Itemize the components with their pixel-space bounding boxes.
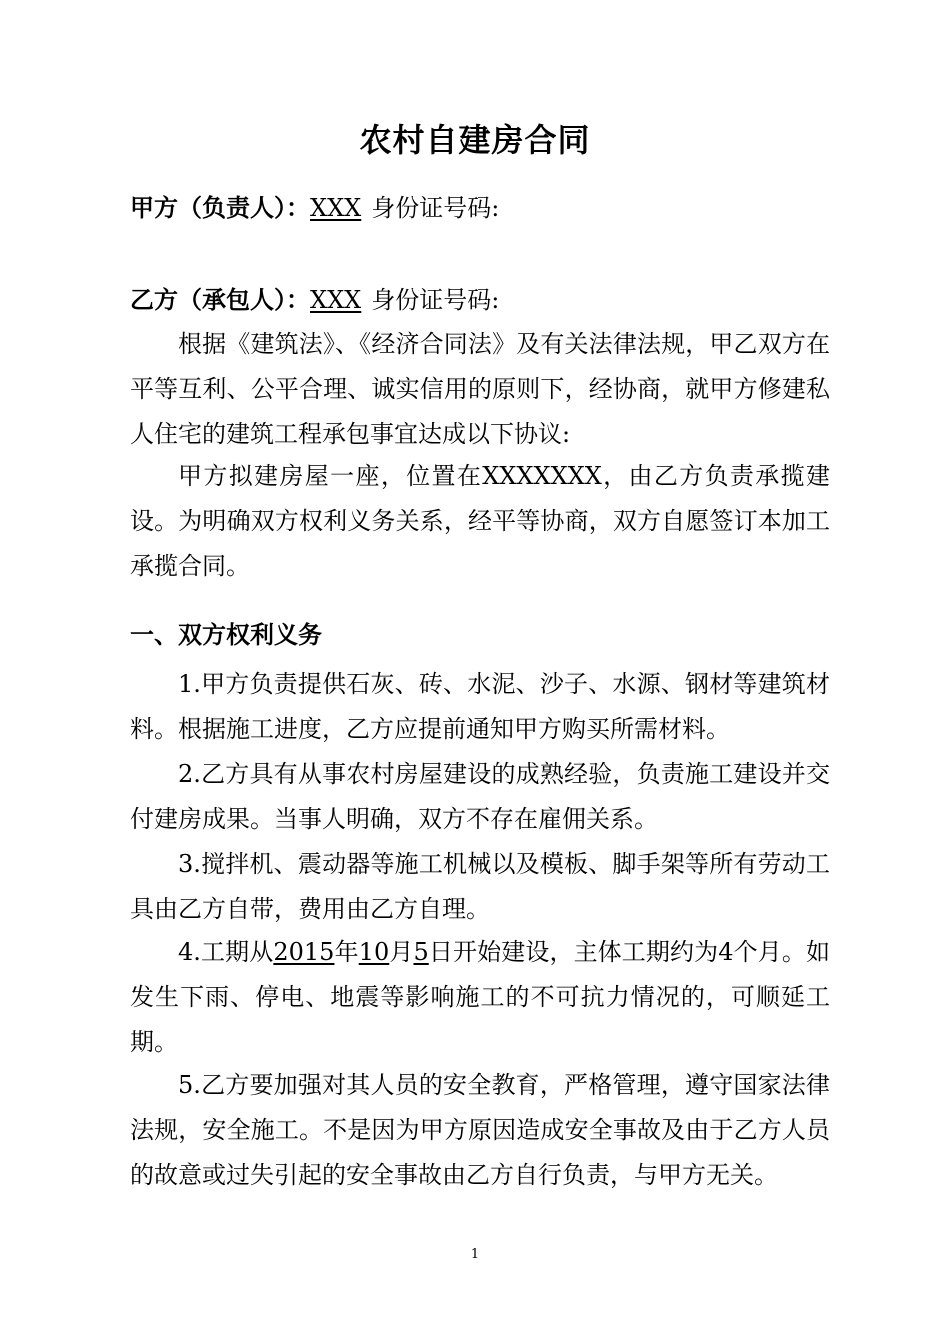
party-a-name: XXX xyxy=(310,194,362,222)
start-year: 2015 xyxy=(273,938,335,966)
month-unit: 月 xyxy=(389,938,414,966)
party-b-line xyxy=(130,282,499,318)
party-b-id-label: 身份证号码: xyxy=(371,286,500,314)
section-heading-rights: 一、双方权利义务 xyxy=(130,621,322,649)
start-month: 10 xyxy=(358,938,390,966)
clause-2: 2.乙方具有从事农村房屋建设的成熟经验，负责施工建设并交付建房成果。当事人明确，双方不存在雇佣关系。 xyxy=(130,760,830,833)
clause-4 xyxy=(130,930,830,1065)
intro-paragraph: 根据《建筑法》、《经济合同法》及有关法律法规，甲乙双方在平等互利、公平合理、诚实信用的原则下，经协商，就甲方修建私人住宅的建筑工程承包事宜达成以下协议: xyxy=(130,330,830,448)
page-number: 1 xyxy=(470,1247,480,1262)
start-day: 5 xyxy=(413,938,429,966)
party-b-label: 乙方（承包人）： xyxy=(130,286,310,314)
clause-4-suffix: 日开始建设，主体工期约为4个月。如发生下雨、停电、地震等影响施工的不可抗力情况的，可顺延工期。 xyxy=(130,938,830,1056)
party-a-line xyxy=(130,190,499,226)
party-a-id-label: 身份证号码: xyxy=(371,194,500,222)
clause-1: 1.甲方负责提供石灰、砖、水泥、沙子、水源、钢材等建筑材料。根据施工进度，乙方应提前通知甲方购买所需材料。 xyxy=(130,670,830,743)
document-title: 农村自建房合同 xyxy=(359,121,591,159)
year-unit: 年 xyxy=(334,938,359,966)
party-a-label: 甲方（负责人）： xyxy=(130,194,310,222)
party-b-name: XXX xyxy=(310,286,362,314)
house-paragraph: 甲方拟建房屋一座，位置在XXXXXXX，由乙方负责承揽建设。为明确双方权利义务关系，经平等协商，双方自愿签订本加工承揽合同。 xyxy=(130,462,830,580)
clause-4-prefix: 4.工期从 xyxy=(178,938,274,966)
clause-5: 5.乙方要加强对其人员的安全教育，严格管理，遵守国家法律法规，安全施工。不是因为甲方原因造成安全事故及由于乙方人员的故意或过失引起的安全事故由乙方自行负责，与甲方无关。 xyxy=(130,1071,830,1189)
clause-3: 3.搅拌机、震动器等施工机械以及模板、脚手架等所有劳动工具由乙方自带，费用由乙方自理。 xyxy=(130,850,830,923)
